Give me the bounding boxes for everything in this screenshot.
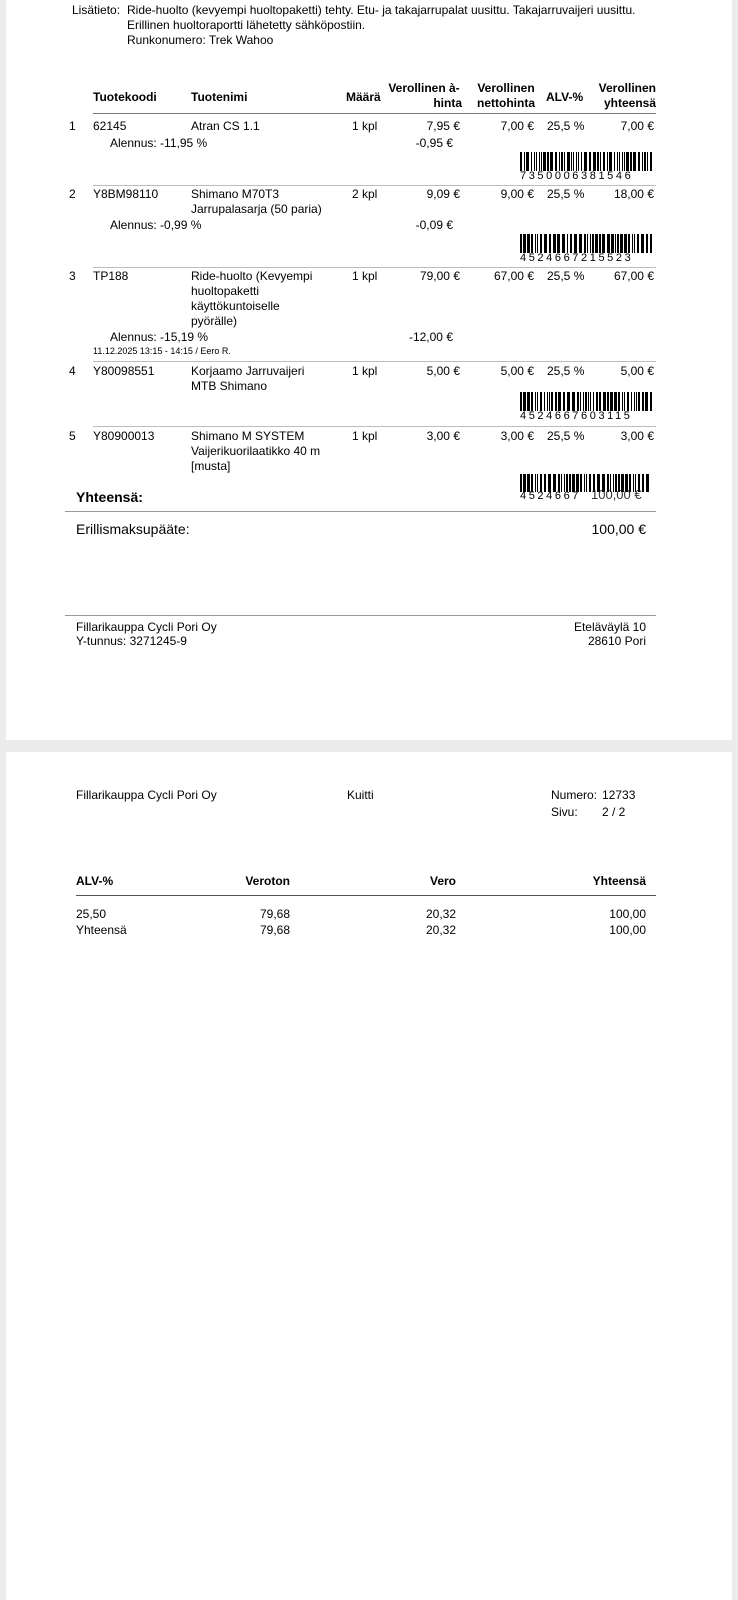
item-4-barcode [520,392,652,411]
receipt-page-2 [6,752,732,1600]
page2-doc-type: Kuitti [347,788,374,802]
item-3-name-line-2: huoltopaketti [191,284,260,298]
footer-business-id: Y-tunnus: 3271245-9 [76,634,187,648]
payment-amount: 100,00 € [591,521,646,537]
item-4-qty: 1 kpl [352,364,378,378]
item-1-name: Atran CS 1.1 [191,119,260,133]
item-1-discount-amount: -0,95 € [415,136,453,150]
item-5-unit-price: 3,00 € [426,429,460,443]
payment-label: Erillismaksupääte: [76,521,190,537]
item-3-discount: Alennus: -15,19 % [110,330,209,344]
vat-row-1-net: 79,68 [259,907,290,921]
receipt-number-value: 12733 [602,788,636,802]
item-2-total: 18,00 € [613,187,654,201]
header-total-line-2: yhteensä [603,96,656,110]
header-net-price-line-2: nettohinta [477,96,535,110]
header-net-price-line-1: Verollinen [477,81,535,95]
item-4-code: Y80098551 [93,364,155,378]
vat-header-divider [76,895,656,896]
item-5-name-line-1: Shimano M SYSTEM [191,429,305,443]
item-5-no: 5 [69,429,76,443]
item-1-total: 7,00 € [620,119,654,133]
notes-line-2: Erillinen huoltoraportti lähetetty sähköpostiin. [127,18,366,32]
item-4-name-line-1: Korjaamo Jarruvaijeri [191,364,305,378]
notes-line-1: Ride-huolto (kevyempi huoltopaketti) tehty. Etu- ja takajarrupalat uusittu. Takajarruvaijeri uusittu. [127,3,636,17]
vat-row-2-total: 100,00 [609,923,646,937]
notes-line-3: Runkonumero: Trek Wahoo [127,33,274,47]
page-label: Sivu: [551,805,578,819]
item-3-net-price: 67,00 € [493,269,534,283]
item-3-service-note: 11.12.2025 13:15 - 14:15 / Eero R. [93,346,231,356]
item-2-qty: 2 kpl [352,187,378,201]
footer-divider [65,615,656,616]
item-5-qty: 1 kpl [352,429,378,443]
header-name: Tuotenimi [191,90,248,104]
header-total [590,81,656,111]
item-4-no: 4 [69,364,76,378]
vat-row-1-rate: 25,50 [76,907,107,921]
item-4-vat: 25,5 % [547,364,585,378]
item-5-vat: 25,5 % [547,429,585,443]
item-divider [93,426,656,427]
header-unit-price [386,81,462,111]
header-qty: Määrä [346,90,381,104]
vat-row-2-net: 79,68 [259,923,290,937]
item-2-name-line-1: Shimano M70T3 [191,187,280,201]
item-5-net-price: 3,00 € [500,429,534,443]
vat-header-rate: ALV-% [76,874,114,888]
header-unit-price-line-1: Verollinen à- [388,81,460,95]
total-divider [65,511,656,512]
page2-company: Fillarikauppa Cycli Pori Oy [76,788,217,802]
footer-company: Fillarikauppa Cycli Pori Oy [76,620,217,634]
header-vat: ALV-% [546,90,584,104]
item-2-code: Y8BM98110 [93,187,159,201]
item-2-net-price: 9,00 € [500,187,534,201]
item-2-barcode-number: 4524667215523 [520,252,634,264]
item-1-vat: 25,5 % [547,119,585,133]
header-unit-price-line-2: hinta [433,96,462,110]
item-3-name-line-1: Ride-huolto (Kevyempi [191,269,313,283]
item-2-name-line-2: Jarrupalasarja (50 paria) [191,202,322,216]
vat-header-total: Yhteensä [592,874,646,888]
receipt-number-label: Numero: [551,788,598,802]
item-5-total: 3,00 € [620,429,654,443]
vat-row-2-rate: Yhteensä [76,923,127,937]
item-1-code: 62145 [93,119,127,133]
item-3-code: TP188 [93,269,129,283]
item-5-name-line-2: Vaijerikuorilaatikko 40 m [191,444,321,458]
item-1-unit-price: 7,95 € [426,119,460,133]
item-divider [93,361,656,362]
item-1-net-price: 7,00 € [500,119,534,133]
item-3-no: 3 [69,269,76,283]
item-3-name-line-3: käyttökuntoiselle [191,299,280,313]
item-4-name-line-2: MTB Shimano [191,379,268,393]
vat-row-1-total: 100,00 [609,907,646,921]
footer-street: Eteläväylä 10 [573,620,646,634]
receipt-page-1 [6,0,732,740]
item-2-discount: Alennus: -0,99 % [110,218,202,232]
vat-row-2-tax: 20,32 [425,923,456,937]
item-1-no: 1 [69,119,76,133]
header-total-line-1: Verollinen [598,81,656,95]
total-label: Yhteensä: [76,489,143,505]
notes-label: Lisätieto: [72,3,121,17]
item-divider [93,185,656,186]
vat-header-tax: Vero [429,874,456,888]
item-3-discount-amount: -12,00 € [408,330,453,344]
item-2-unit-price: 9,09 € [426,187,460,201]
item-4-barcode-number: 4524667603115 [520,410,633,422]
item-3-total: 67,00 € [613,269,654,283]
item-2-barcode [520,234,652,253]
vat-header-net: Veroton [245,874,290,888]
item-3-qty: 1 kpl [352,269,378,283]
overlapping-total-text: 100,00 € [591,487,642,502]
item-1-discount: Alennus: -11,95 % [110,136,208,150]
item-divider [93,267,656,268]
page-value: 2 / 2 [602,805,626,819]
item-5-barcode-number: 4524667 [520,490,582,502]
item-4-total: 5,00 € [620,364,654,378]
item-2-vat: 25,5 % [547,187,585,201]
item-1-barcode-number: 7350006381546 [520,170,634,182]
item-2-discount-amount: -0,09 € [415,218,453,232]
item-3-vat: 25,5 % [547,269,585,283]
item-5-code: Y80900013 [93,429,155,443]
header-divider [93,113,656,114]
header-code: Tuotekoodi [93,90,157,104]
item-3-name-line-4: pyörälle) [191,314,238,328]
item-5-name-line-3: [musta] [191,459,231,473]
vat-row-1-tax: 20,32 [425,907,456,921]
item-2-no: 2 [69,187,76,201]
footer-city: 28610 Pori [587,634,646,648]
item-3-unit-price: 79,00 € [419,269,460,283]
header-net-price [472,81,540,111]
item-1-qty: 1 kpl [352,119,378,133]
item-1-barcode [520,152,652,171]
item-4-net-price: 5,00 € [500,364,534,378]
item-4-unit-price: 5,00 € [426,364,460,378]
